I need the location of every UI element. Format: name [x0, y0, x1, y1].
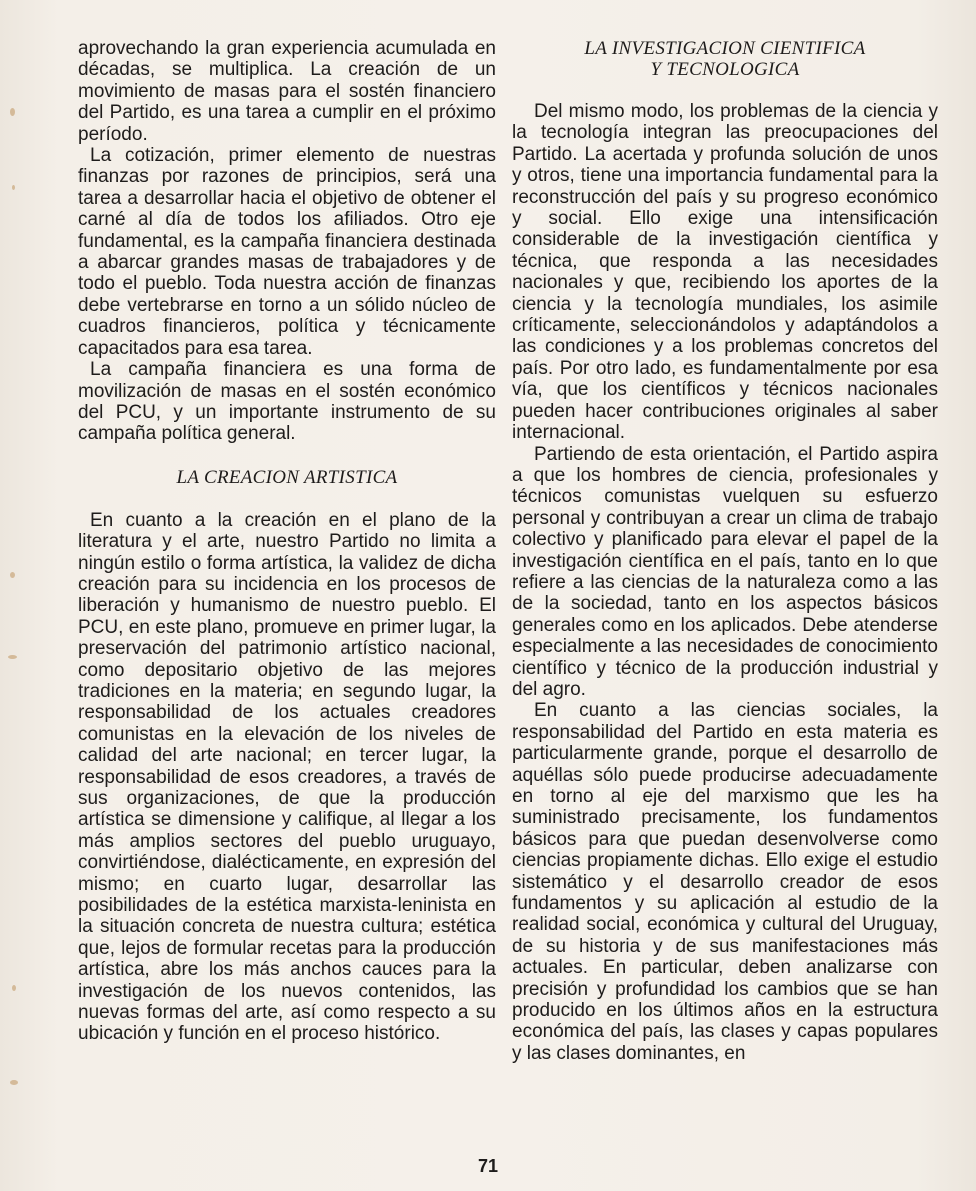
paragraph: En cuanto a las ciencias sociales, la responsabilidad del Partido en esta materia es particularmente grande, porque el desarrollo de aquéllas sólo puede producirse adecuadamente en torno al eje del marxismo que les ha suministrado precisamente, los fundamentos básicos para que puedan desenvolverse como ciencias propiamente dichas. Ello exige el estudio sistemático y el desarrollo creador de esos fundamentos y su aplicación al estudio de la realidad social, económica y cultural del Uruguay, de su historia y de sus manifestaciones más actuales. En particular, deben analizarse con precisión y profundidad los cambios que se han producido en los últimos años en la estructura económica del país, las clases y capas populares y las clases dominantes, en	[512, 700, 938, 1064]
paragraph: Partiendo de esta orientación, el Partido aspira a que los hombres de ciencia, profesionales y técnicos comunistas vuelquen su esfuerzo personal y contribuyan a crear un clima de trabajo colectivo y planificado para elevar el papel de la investigación científica en el país, tanto en lo que refiere a las ciencias de la naturaleza como a las de la sociedad, tanto en los aspectos básicos generales como en los aplicados. Debe atenderse especialmente a las necesidades de conocimiento científico y técnico de la producción industrial y del agro.	[512, 443, 938, 700]
section-heading: Y TECNOLOGICA	[650, 59, 800, 80]
paragraph: La cotización, primer elemento de nuestras finanzas por razones de principios, será una tarea a desarrollar hacia el objetivo de obtener el carné al día de todos los afiliados. Otro eje fundamental, es la campaña financiera destinada a abarcar grandes masas de trabajadores y de todo el pueblo. Toda nuestra acción de finanzas debe vertebrarse en torno a un sólido núcleo de cuadros financieros, política y técnicamente capacitados para esa tarea.	[78, 145, 496, 359]
paper-speck	[12, 185, 15, 190]
paragraph: aprovechando la gran experiencia acumulada en décadas, se multiplica. La creación de un movimiento de masas para el sostén financiero del Partido, es una tarea a cumplir en el próximo período.	[78, 38, 496, 145]
left-column	[78, 38, 496, 1045]
paragraph: En cuanto a la creación en el plano de la literatura y el arte, nuestro Partido no limita a ningún estilo o forma artística, la validez de dicha creación para su incidencia en los procesos de liberación y humanismo de nuestro pueblo. El PCU, en este plano, promueve en primer lugar, la preservación del patrimonio artístico nacional, como depositario objetivo de las mejores tradiciones en la materia; en segundo lugar, la responsabilidad de los actuales creadores comunistas en la elevación de los niveles de calidad del arte nacional; en tercer lugar, la responsabilidad de esos creadores, a través de sus organizaciones, de que la producción artística se dimensione y califique, al llegar a los más amplios sectores del pueblo uruguayo, convirtiéndose, dialécticamente, en expresión del mismo; en cuarto lugar, desarrollar las posibilidades de la estética marxista-leninista en la situación concreta de nuestra cultura; estética que, lejos de formular recetas para la producción artística, abre los más anchos cauces para la investigación de los nuevos contenidos, las nuevas formas del arte, así como respecto a su ubicación y función en el proceso histórico.	[78, 509, 496, 1045]
paper-speck	[12, 985, 16, 991]
paragraph: La campaña financiera es una forma de movilización de masas en el sostén económico del PCU, y un importante instrumento de su campaña política general.	[78, 359, 496, 445]
paper-speck	[8, 655, 17, 659]
paper-speck	[10, 108, 15, 116]
page-number: 71	[477, 1156, 499, 1176]
section-heading: LA INVESTIGACION CIENTIFICA	[584, 38, 866, 59]
paper-speck	[10, 572, 15, 578]
paper-speck	[10, 1080, 18, 1085]
section-heading: LA CREACION ARTISTICA	[176, 466, 398, 488]
paragraph: Del mismo modo, los problemas de la ciencia y la tecnología integran las preocupaciones del Partido. La acertada y profunda solución de unos y otros, tiene una importancia fundamental para la reconstrucción del país y su progreso económico y social. Ello exige una intensificación considerable de la investigación científica y técnica, que responda a las necesidades nacionales y que, recibiendo los aportes de la ciencia y la tecnología mundiales, los asimile críticamente, seleccionándolos y adaptándolos a las condiciones y a los problemas concretos del país. Por otro lado, es fundamentalmente por esa vía, que los científicos y técnicos nacionales pueden hacer contribuciones originales al saber internacional.	[512, 101, 938, 444]
right-column	[512, 38, 938, 1064]
